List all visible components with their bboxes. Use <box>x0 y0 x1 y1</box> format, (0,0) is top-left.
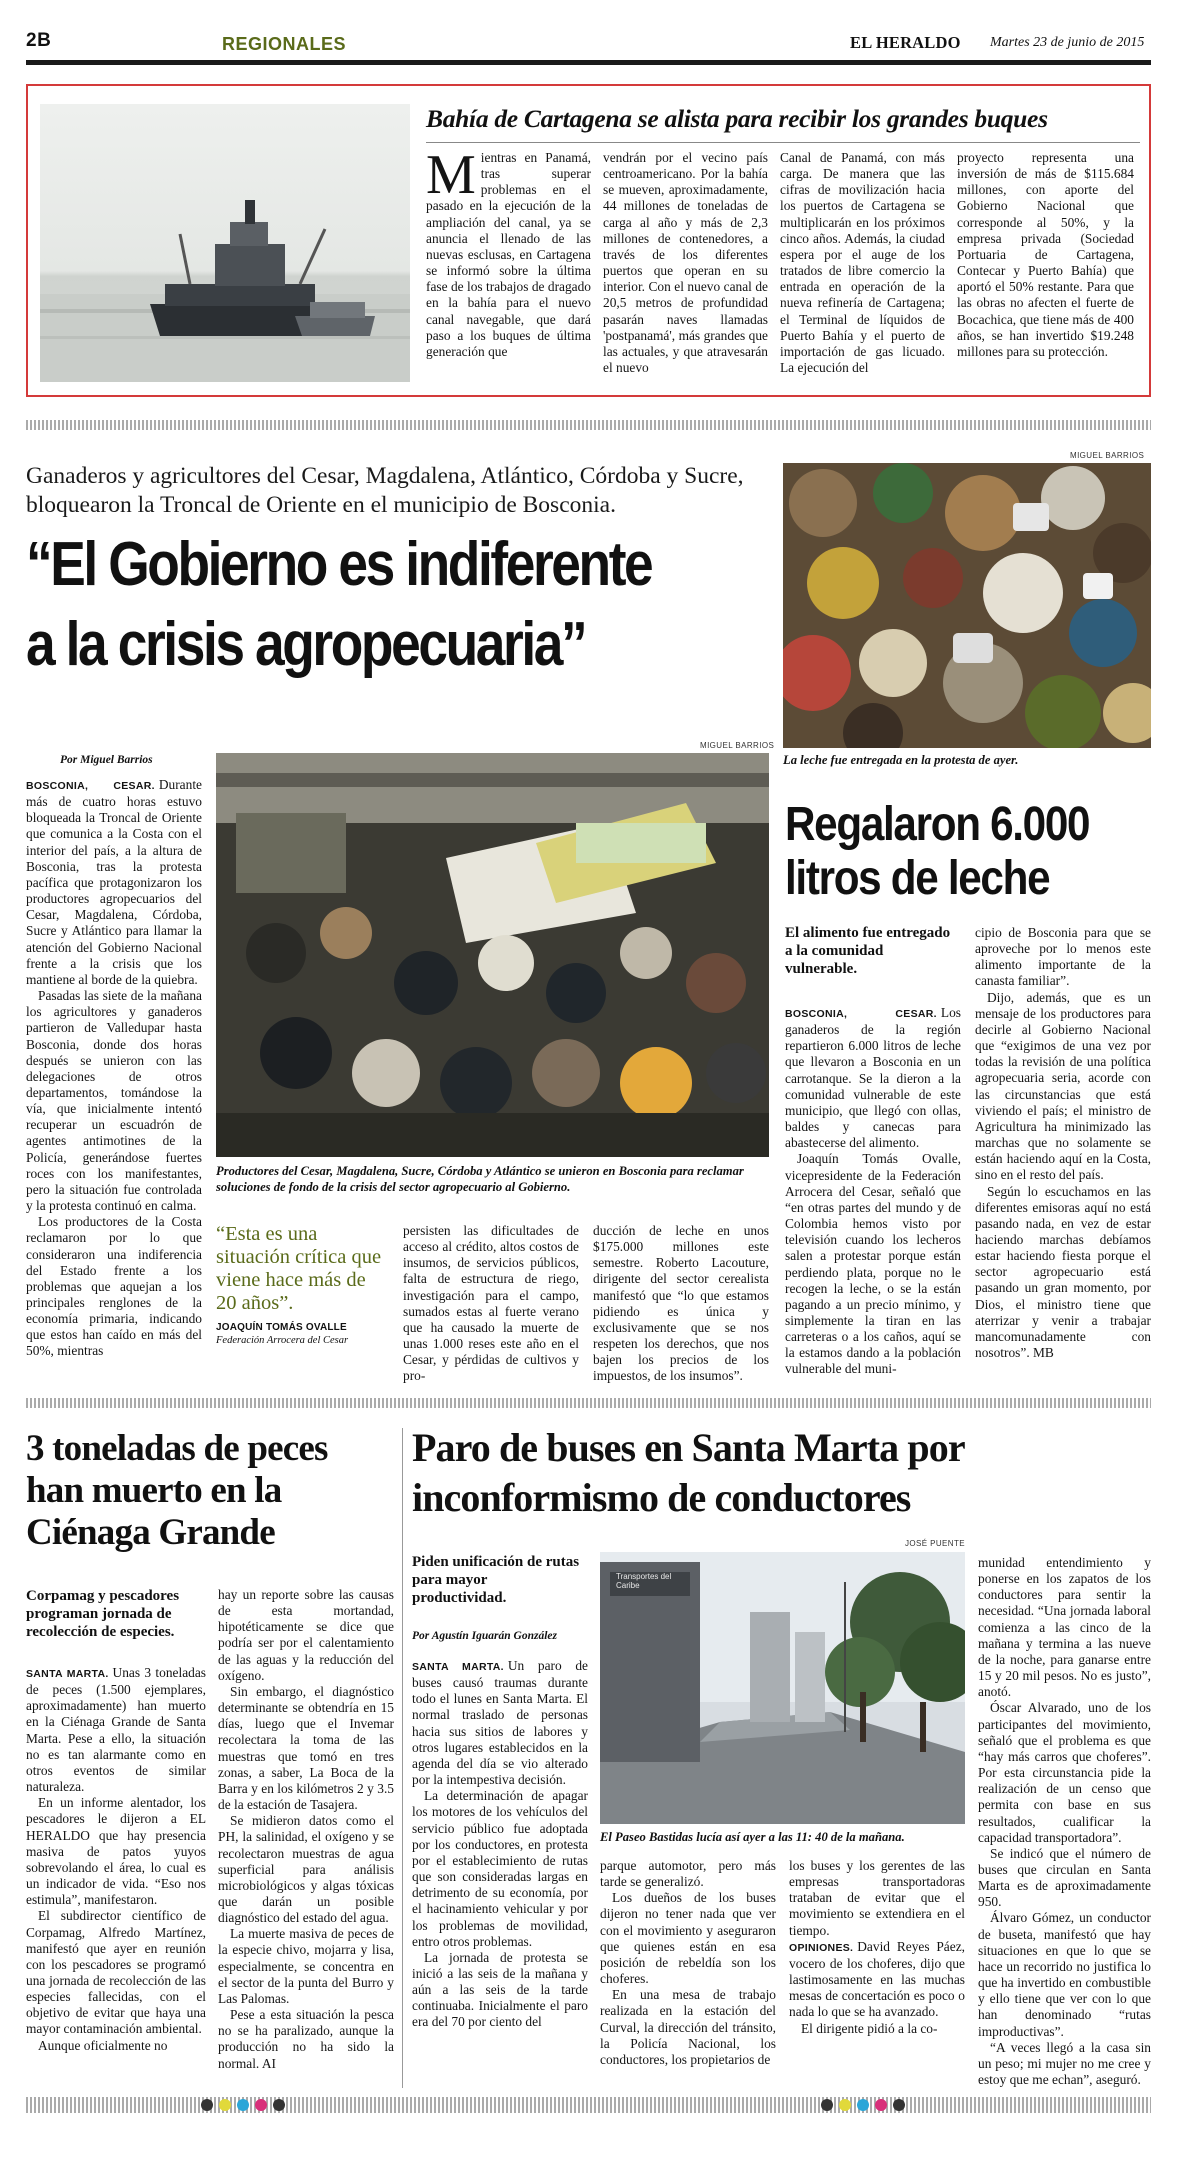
buses-photo-sign: Transportes del Caribe <box>616 1572 672 1590</box>
buses-col-1-para-1: Un paro de buses causó traumas durante todo el lunes en Santa Marta. El normal traslado de personas hacia sus sitios de labores y otros lugares establecidos en la agenda del día se vio alterado por la intempestiva decisión. <box>412 1658 588 1788</box>
buses-col-2-para-3: En una mesa de trabajo realizada en la estación del Curval, la dirección del tránsito, la Policía Nacional, los conductores, los propietarios de <box>600 1987 776 2067</box>
buses-col-3-para-2: David Reyes Páez, vocero de los choferes, dijo que lastimosamente en las muchas mesas de concertación es poco o nada lo que se ha avanzado. <box>789 1938 965 2020</box>
gobierno-headline-line-1: “El Gobierno es indiferente <box>26 530 652 599</box>
leche-col-2-para-2: Dijo, además, que es un mensaje de los productores para decirle al Gobierno Nacional que “exigimos de una vez por todas la revisión de una política agropecuaria seria, acorde con las circunstancias que está viviendo el país; el ministro de Agricultura ha minimizado las marchas que no solamente se están haciendo aquí en la Costa, sino en el resto del país. <box>975 989 1151 1183</box>
peces-col-1 <box>26 1665 206 2085</box>
leche-col-2 <box>975 925 1151 1385</box>
page-number: 2B <box>26 30 52 51</box>
peces-headline: 3 toneladas de peces han muerto en la Ciénaga Grande <box>26 1428 328 1553</box>
gobierno-byline: Por Miguel Barrios <box>60 754 153 766</box>
peces-col-1-para-3: El subdirector científico de Corpamag, Alfredo Martínez, manifestó que ayer en reunión con los pescadores se programó una jornada de recolección de las especies fallecidas, con el objetivo de evitar que haya una mayor contaminación ambiental. <box>26 1908 206 2037</box>
peces-col-2-para-4: La muerte masiva de peces de la especie chivo, mojarra y lisa, especialmente, se concentra en el sector de la punta del Burro y Las Palomas. <box>218 1926 394 2006</box>
cartagena-dropcap: M <box>426 150 476 206</box>
cartagena-col-4: proyecto representa una inversión de más de $115.684 millones, con aporte del Gobierno Nacional que corresponde al 50%, y la empresa privada (Sociedad Portuaria de Cartagena, Contecar y Puerto Bahía) que aportó el 50% restante. Para que las obras no afecten el fuerte de Bocachica, que tiene más de 400 años, se han invertido $19.248 millones para su protección. <box>957 150 1134 359</box>
leche-col-1-para-1: Los ganaderos de la región repartieron 6.000 litros de leche que llevaron a Bosconia en un carrotanque. Se la dieron a la comunidad vulnerable de este municipio, que llegó con ollas, baldes y canecas para abastecerse del alimento. <box>785 1005 961 1151</box>
leche-col-2-para-1: cipio de Bosconia para que se aproveche por lo menos este alimento importante de la canasta familiar”. <box>975 925 1151 989</box>
cartagena-col-3: Canal de Panamá, con más carga. De manera que las cifras de movilización hacia los puertos de Cartagena se multiplicarán en los próximos cinco años. Además, la ciudad espera por el auge de los tratados de libre comercio la entrada en operación de la nueva refinería de Cartagena; el Terminal de líquidos de Puerto Bahía y el puerto de importación de gas licuado. La ejecución del <box>780 150 945 376</box>
leche-headline-line-2: litros de leche <box>785 852 1050 905</box>
registration-marks-right <box>820 2098 940 2112</box>
leche-photo-caption: La leche fue entregada en la protesta de ayer. <box>783 753 1019 767</box>
buses-col-3-para-3: El dirigente pidió a la co- <box>801 2020 938 2036</box>
peces-col-1-para-2: En un informe alentador, los pescadores le dijeron a EL HERALDO que hay presencia masiva de patos yuyos sobrevolando el área, lo cual es un indicador de vida. “Eso nos estimula”, manifestaron. <box>26 1795 206 1908</box>
buses-photo-credit: JOSÉ PUENTE <box>905 1539 965 1548</box>
buses-byline: Por Agustín Iguarán González <box>412 1630 557 1642</box>
gobierno-col-1-para-3: Los productores de la Costa reclamaron por lo que consideraron una indiferencia del Estado frente a los problemas que aquejan a los principales renglones de la economía primaria, indicando que estos han caído en más del 50%, mientras <box>26 1214 202 1359</box>
masthead: EL HERALDO <box>850 33 961 52</box>
buses-headline-line-1: Paro de buses en Santa Marta por <box>412 1425 965 1470</box>
gobierno-photo-caption: Productores del Cesar, Magdalena, Sucre, Córdoba y Atlántico se unieron en Bosconia para reclamar soluciones de fondo de la crisis del sector agropecuario al Gobierno. <box>216 1164 744 1194</box>
peces-col-2 <box>218 1587 394 2087</box>
buses-col-4-para-5: “A veces llegó a la casa sin un peso; mi mujer no me cree y estoy que me echan”, aseguró. <box>978 2039 1151 2087</box>
header-rule <box>26 60 1151 65</box>
buses-col-2-para-2: Los dueños de los buses dijeron no tener nada que ver con el movimiento y aseguraron que quienes están en esa posición de rebeldía son los choferes. <box>600 1890 776 1987</box>
buses-col-3 <box>789 1858 965 2088</box>
separator-band-2 <box>26 1398 1151 1408</box>
buses-col-4-para-2: Óscar Alvarado, uno de los participantes del movimiento, señaló que el problema es que “hay más carros que choferes”. Por esta circunstancia pide la realización de un censo que permita con base en sus resultados, cualificar la capacidad transportadora”. <box>978 1700 1151 1845</box>
gobierno-col-3: persisten las dificultades de acceso al crédito, altos costos de insumos, de servicios públicos, falta de estructura de riego, investigación para el campo, sumados estas al fuerte verano que ha causado la muerte de unas 1.000 reses este año en el Cesar, y pérdidas de cultivos y pro- <box>403 1223 579 1383</box>
gobierno-pullquote: “Esta es una situación crítica que viene hace más de 20 años”. <box>216 1223 382 1314</box>
gobierno-col-4: ducción de leche en unos $175.000 millones este semestre. Roberto Lacouture, dirigente del sector cerealista manifestó que “lo que estamos pidiendo es única y exclusivamente que se nos respeten los derechos, que nos bajen los precios de los impuestos, de los insumos”. <box>593 1223 769 1383</box>
peces-col-2-para-1: hay un reporte sobre las causas de esta mortandad, hipotéticamente se dice que podría ser por el calentamiento de las aguas y la reducción del oxígeno. <box>218 1587 394 1683</box>
cartagena-ship-photo <box>40 104 410 382</box>
issue-date: Martes 23 de junio de 2015 <box>990 35 1145 50</box>
separator-band-1 <box>26 420 1151 430</box>
buses-col-2 <box>600 1858 776 2088</box>
buses-col-4 <box>978 1555 1151 2088</box>
gobierno-col-1-para-2: Pasadas las siete de la mañana los agricultores y ganaderos partieron de Valledupar hasta Bosconia, donde dos horas después se unieron con las delegaciones de otros departamentos, tomándose la vía, que inicialmente intentó recuperar un escuadrón de agentes antimotines de la Policía, generándose fuertes roces con los manifestantes, pero la situación fue controlada y la protesta continuó en calma. <box>26 988 202 1214</box>
gobierno-col-1 <box>26 777 202 1389</box>
gobierno-kicker: Ganaderos y agricultores del Cesar, Magdalena, Atlántico, Córdoba y Sucre, bloquearon la Troncal de Oriente en el municipio de Bosconia. <box>26 463 744 518</box>
buses-dateline: SANTA MARTA. <box>412 1661 504 1673</box>
buses-headline-line-2: inconformismo de conductores <box>412 1475 911 1520</box>
peces-col-2-para-2: Sin embargo, el diagnóstico determinante se obtendría en 15 días, luego que el Invemar recolectara la toma de las muestras que tomó en tres zonas, a saber, La Boca de la Barra y en los kilómetros 2 y 3.5 de la estación de Tasajera. <box>218 1683 394 1813</box>
section-label: REGIONALES <box>222 34 347 54</box>
buses-col-4-para-3: Se indicó que el número de buses que circulan en Santa Marta es de aproximadamente 950. <box>978 1845 1151 1910</box>
pullquote-name: JOAQUÍN TOMÁS OVALLE <box>216 1322 347 1333</box>
leche-col-2-para-3: Según lo escuchamos en las diferentes emisoras aquí no está pasando nada, en vez de estar haciendo marchas debíamos estar haciendo fiesta porque el sector agropecuario está pasando un gran momento, por Dios, el ministro tiene que aterrizar y venir a trabajar mancomunadamente con nosotros”. MB <box>975 1183 1151 1361</box>
leche-subhead: El alimento fue entregado a la comunidad vulnerable. <box>785 925 951 977</box>
pullquote-role: Federación Arrocera del Cesar <box>216 1335 349 1346</box>
buses-col-2-para-1: parque automotor, pero más tarde se generalizó. <box>600 1858 776 1890</box>
peces-dateline: SANTA MARTA. <box>26 1668 109 1680</box>
buses-col-1-para-2: La determinación de apagar los motores de los vehículos del servicio público fue adoptada por los conductores, en protesta por el establecimiento de rutas que son consideradas largas en detrimento de su economía, por el hacinamiento vehicular y por los problemas de movilidad, entro otros problemas. <box>412 1788 588 1949</box>
footer-band <box>26 2097 1151 2113</box>
peces-col-2-para-5: Pese a esta situación la pesca no se ha paralizado, aunque la producción no ha sido la normal. AI <box>218 2007 394 2071</box>
peces-subhead: Corpamag y pescadores programan jornada de recolección de especies. <box>26 1588 180 1640</box>
cartagena-col-1 <box>426 150 591 382</box>
buses-photo-caption: El Paseo Bastidas lucía así ayer a las 11: 40 de la mañana. <box>600 1830 905 1844</box>
leche-dateline: BOSCONIA, CESAR. <box>785 1008 937 1020</box>
leche-col-1 <box>785 1005 961 1385</box>
cartagena-col-2: vendrán por el vecino país centroamericano. Por la bahía se mueven, aproximadamente, 44 millones de toneladas de carga al año y más de 2,3 millones de contenedores, a través de los diferentes puertos que operan en su interior. Con el nuevo canal de 20,5 metros de profundidad pasarán naves llamadas 'postpanamá', más grandes que las actuales, y que atravesarán el nuevo <box>603 150 768 376</box>
gobierno-col-1-para-1: Durante más de cuatro horas estuvo bloqueada la Troncal de Oriente que comunica a la Costa con el interior del país, a la altura de Bosconia, tras la protesta pacífica que protagonizaron los productores agropecuarios del Cesar, Magdalena, Córdoba, Sucre y Atlántico para llamar la atención del Gobierno Nacional frente a la crisis que los mantiene al borde de la quiebra. <box>26 777 202 987</box>
leche-crowd-photo <box>783 463 1151 748</box>
buses-col-4-para-1: munidad entendimiento y ponerse en los zapatos de los conductores para sentir la necesidad. “Una jornada laboral comienza a las cinco de la mañana y termina a las nueve de la noche, para ganarse entre 15 y 20 mil pesos. No es justo”, anotó. <box>978 1555 1151 1700</box>
registration-marks <box>200 2098 320 2112</box>
peces-col-2-para-3: Se midieron datos como el PH, la salinidad, el oxígeno y se recolectaron muestras de agua superficial para análisis microbiológicos y algas tóxicas que darán un posible diagnóstico del estado del agua. <box>218 1813 394 1926</box>
cartagena-col-1-text: ientras en Panamá, tras superar problemas en el pasado en la ejecución de la ampliación del canal, ya se anuncia el llenado de las nuevas esclusas, en Cartagena se informó sobre la última fase de los trabajos de dragado en la bahía para el nuevo canal navegable, que dará paso a los buques de última generación que <box>426 150 591 359</box>
gobierno-dateline: BOSCONIA, CESAR. <box>26 780 155 792</box>
cartagena-headline: Bahía de Cartagena se alista para recibir los grandes buques <box>426 104 1048 133</box>
leche-photo-credit: MIGUEL BARRIOS <box>1070 451 1145 460</box>
buses-col-4-para-4: Álvaro Gómez, un conductor de buseta, manifestó que hay situaciones en que lo que se hace un recorrido no justifica lo que ha invertido en combustible y ello tiene que ver con lo que han denominado “rutas improductivas”. <box>978 1910 1151 2039</box>
peces-col-1-para-4: Aunque oficialmente no <box>38 2037 168 2053</box>
peces-col-1-para-1: Unas 3 toneladas de peces (1.500 ejemplares, aproximadamente) han muerto en la Ciénaga Grande de Santa Marta. Pese a ello, la situación no es tan alarmante como en otros eventos de similar naturaleza. <box>26 1665 206 1795</box>
leche-headline-line-1: Regalaron 6.000 <box>785 798 1090 851</box>
buses-col-3-para-1: los buses y los gerentes de las empresas transportadoras trataban de evitar que el movimiento se extendiera en el tiempo. <box>789 1858 965 1938</box>
opiniones-label: OPINIONES. <box>789 1941 854 1954</box>
leche-col-1-para-2: Joaquín Tomás Ovalle, vicepresidente de la Federación Arrocera del Cesar, señaló que “en otras partes del mundo y de Colombia hemos visto por televisión cuando los lecheros salen a protestar porque están perdiendo plata, porque no le recogen la leche, o se la están pagando a un precio mínimo, y simplemente la tiran en las carreteras o a los caños, aquí se la estamos dando a la población vulnerable del muni- <box>785 1151 961 1377</box>
gobierno-photo-credit: MIGUEL BARRIOS <box>700 741 775 750</box>
buses-subhead: Piden unificación de rutas para mayor productividad. <box>412 1554 580 1606</box>
gobierno-headline-line-2: a la crisis agropecuaria” <box>26 610 586 679</box>
gobierno-protest-photo <box>216 753 769 1157</box>
buses-col-1 <box>412 1658 588 2088</box>
buses-street-photo <box>600 1552 965 1824</box>
buses-col-1-para-3: La jornada de protesta se inició a las seis de la mañana y aún a las seis de la tarde continuaba. Inicialmente el paro era del 70 por ciento del <box>412 1949 588 2030</box>
column-divider-vertical <box>402 1428 403 2088</box>
cartagena-headline-rule <box>426 142 1140 143</box>
